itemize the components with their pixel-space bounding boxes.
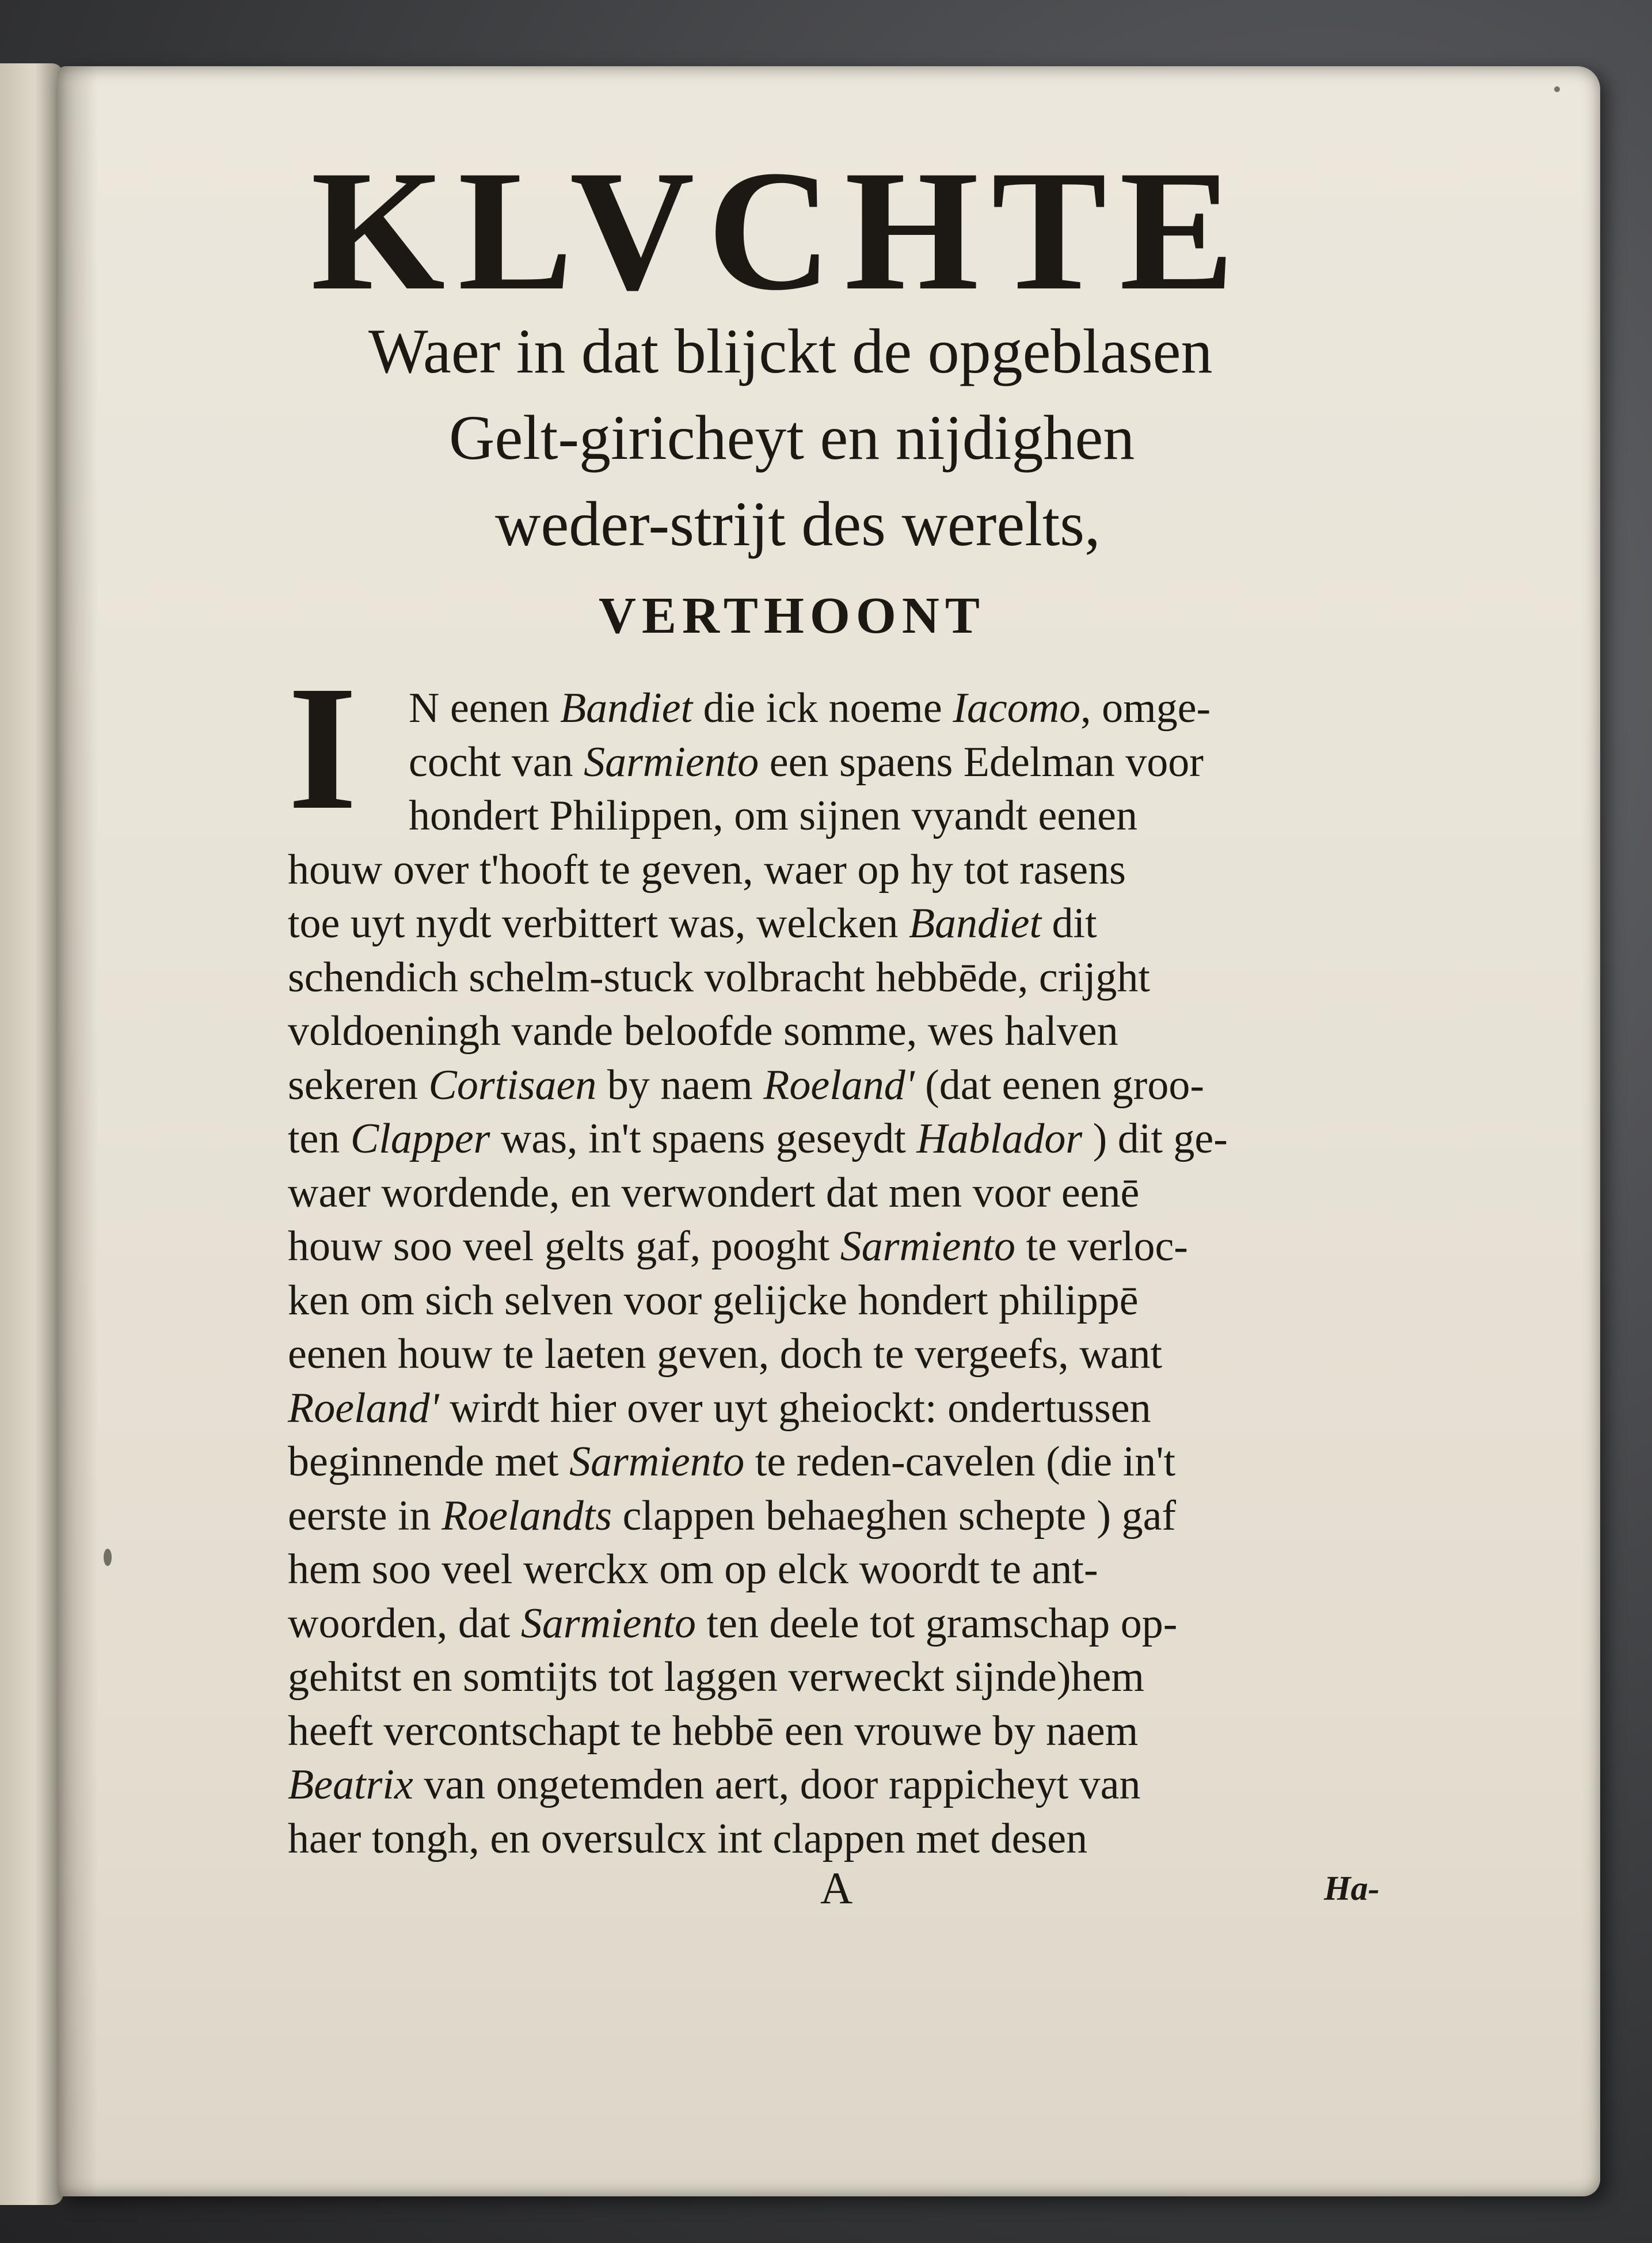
subtitle-line-2: Gelt-giricheyt en nijdighen bbox=[449, 402, 1135, 473]
page-title: KLVCHTE bbox=[311, 135, 1247, 326]
body-line: gehitst en somtijts tot laggen verweckt sijnde)hem bbox=[288, 1653, 1144, 1701]
body-line: ten Clapper was, in't spaens geseydt Hablador ) dit ge- bbox=[288, 1115, 1228, 1162]
drop-cap: I bbox=[288, 649, 357, 847]
page-gutter-shadow bbox=[58, 66, 98, 2196]
body-line: heeft vercontschapt te hebbē een vrouwe by naem bbox=[288, 1707, 1139, 1755]
body-line: Roeland' wirdt hier over uyt gheiockt: ondertussen bbox=[288, 1384, 1151, 1432]
body-line: schendich schelm-stuck volbracht hebbēde, crijght bbox=[288, 953, 1150, 1001]
subtitle-line-3: weder-strijt des werelts, bbox=[495, 489, 1101, 559]
body-line: cocht van Sarmiento een spaens Edelman voor bbox=[409, 738, 1204, 786]
body-line: ken om sich selven voor gelijcke hondert philippē bbox=[288, 1276, 1139, 1324]
body-line: N eenen Bandiet die ick noeme Iacomo, omge- bbox=[409, 685, 1211, 732]
ink-speck bbox=[1554, 86, 1560, 92]
body-line: houw soo veel gelts gaf, pooght Sarmiento te verloc- bbox=[288, 1223, 1188, 1270]
subtitle-line-1: Waer in dat blijckt de opgeblasen bbox=[368, 316, 1213, 386]
body-line: woorden, dat Sarmiento ten deele tot gramschap op- bbox=[288, 1599, 1178, 1647]
body-line: beginnende met Sarmiento te reden-cavelen (die in't bbox=[288, 1438, 1176, 1485]
body-line: eenen houw te laeten geven, doch te vergeefs, want bbox=[288, 1330, 1163, 1378]
section-heading: VERTHOONT bbox=[599, 587, 985, 644]
body-line: Beatrix van ongetemden aert, door rappicheyt van bbox=[288, 1761, 1141, 1808]
body-line: voldoeningh vande beloofde somme, wes halven bbox=[288, 1008, 1118, 1055]
catchword: Ha- bbox=[1324, 1869, 1380, 1907]
body-line: haer tongh, en oversulcx int clappen met desen bbox=[288, 1815, 1088, 1862]
body-line: waer wordende, en verwondert dat men voor eenē bbox=[288, 1169, 1140, 1216]
ink-speck bbox=[104, 1549, 112, 1566]
body-line: hondert Philippen, om sijnen vyandt eenen bbox=[409, 792, 1137, 839]
facing-page-edge bbox=[0, 63, 63, 2205]
body-line: toe uyt nydt verbittert was, welcken Bandiet dit bbox=[288, 900, 1097, 947]
signature-mark: A bbox=[820, 1863, 853, 1913]
body-line: hem soo veel werckx om op elck woordt te ant- bbox=[288, 1546, 1098, 1593]
body-line: eerste in Roelandts clappen behaeghen schepte ) gaf bbox=[288, 1492, 1177, 1539]
body-line: houw over t'hooft te geven, waer op hy tot rasens bbox=[288, 846, 1126, 894]
body-line: sekeren Cortisaen by naem Roeland' (dat eenen groo- bbox=[288, 1061, 1204, 1109]
